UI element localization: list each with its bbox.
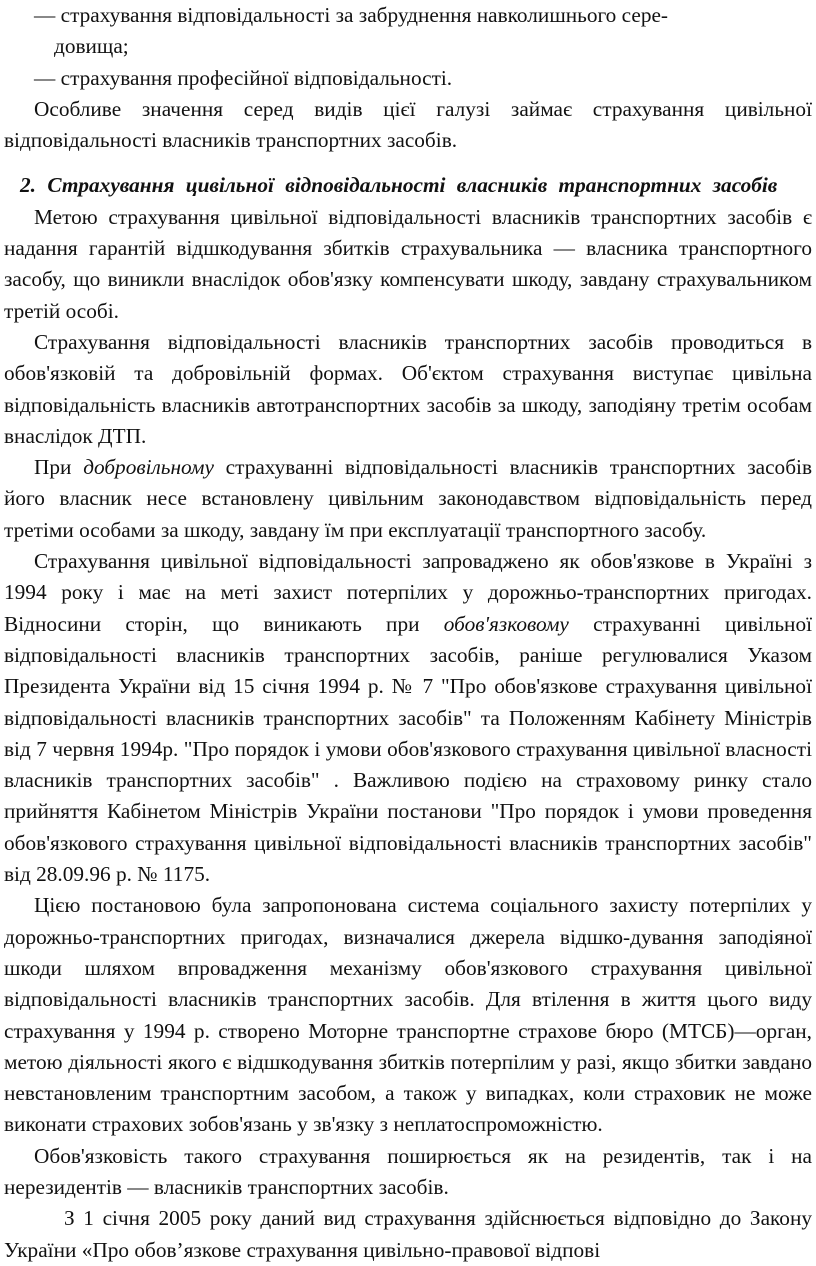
paragraph-voluntary — [4, 452, 812, 546]
list-item-text: страхування відповідальності за забруднення навколишнього сере- — [60, 3, 669, 27]
section-heading — [4, 170, 812, 201]
paragraph-law-2005: З 1 січня 2005 року даний вид страхування здійснюється відповідно до Закону України «Про обов’язкове страхування цивільно-правової відпові — [4, 1206, 812, 1262]
document-page — [4, 0, 812, 1266]
text-run: страхуванні цивільної відповідальності власників транспортних засобів, раніше регулювалися Указом Президента України від 15 січня 1994 р. № 7 "Про обов'язкове страхування цивільної відповідальності власників транспортних засобів" та Положенням Кабінету Міністрів від 7 червня 1994р. "Про порядок і умови обов'язкового страхування цивільної власності власників транспортних засобів" . Важливою подією на страховому ринку стало прийняття Кабінетом Міністрів України постанови "Про порядок і умови проведення обов'язкового страхування цивільної відповідальності власників транспортних засобів" від 28.09.96 р. № 1175. — [4, 611, 813, 887]
list-dash: — — [34, 3, 56, 27]
text-run: Страхування цивільної відповідальності запроваджено як обов'язкове в Україні з 1994 року і має на меті захист потерпілих у дорожньо-транспортних пригодах. Відносини сторін, що виникають при — [4, 549, 812, 636]
paragraph-residents: Обов'язковість такого страхування поширюється як на резидентів, так і на нерезидентів — власників транспортних засобів. — [4, 1143, 812, 1199]
emphasis-text: добровільному — [83, 455, 214, 480]
list-item — [4, 0, 812, 31]
list-item — [4, 63, 812, 94]
paragraph-mandatory — [4, 546, 812, 890]
section-title: Страхування цивільної відповідальності власників транспортних засобів — [47, 173, 778, 198]
paragraph-purpose: Метою страхування цивільної відповідальності власників транспортних засобів є надання гарантій відшкодування збитків страхувальника — власника транспортного засобу, що виникли внаслідок обов'язку компенсувати шкоду, завдану страхувальником третій особі. — [4, 204, 812, 323]
intro-paragraph: Особливе значення серед видів цієї галузі займає страхування цивільної відповідальності власників транспортних засобів. — [4, 96, 812, 153]
text-run: страхуванні відповідальності власників транспортних засобів його власник несе встановлену цивільним законодавством відповідальність перед третіми особами за шкоду, завдану їм при експлуатації транспортного засобу. — [4, 455, 812, 542]
list-item-text: страхування професійної відповідальності. — [60, 65, 453, 90]
paragraph-forms: Страхування відповідальності власників транспортних засобів проводиться в обов'язковій та добровільній формах. Об'єктом страхування виступає цивільна відповідальність власників автотранспортних засобів за шкоду, заподіяну третім особам внаслідок ДТП. — [4, 329, 812, 448]
emphasis-text: обов'язковому — [443, 611, 569, 636]
section-number: 2. — [20, 173, 36, 198]
paragraph-mtsb: Цією постановою була запропонована система соціального захисту потерпілих у дорожньо-транспортних пригодах, визначалися джерела відшко-дування заподіяної шкоди шляхом впровадження механізму обов'язкового страхування цивільної відповідальності власників транспортних засобів. Для втілення в життя цього виду страхування у 1994 р. створено Моторне транспортне страхове бюро (МТСБ)—орган, метою діяльності якого є відшкодування збитків потерпілим у разі, якщо збитки завдано невстановленим транспортним засобом, а також у випадках, коли страховик не може виконати страхових зобов'язань у зв'язку з неплатоспроможністю. — [4, 893, 812, 1137]
list-dash: — — [34, 65, 56, 90]
text-run: При — [34, 455, 84, 480]
list-item-continuation: довища; — [54, 34, 129, 59]
